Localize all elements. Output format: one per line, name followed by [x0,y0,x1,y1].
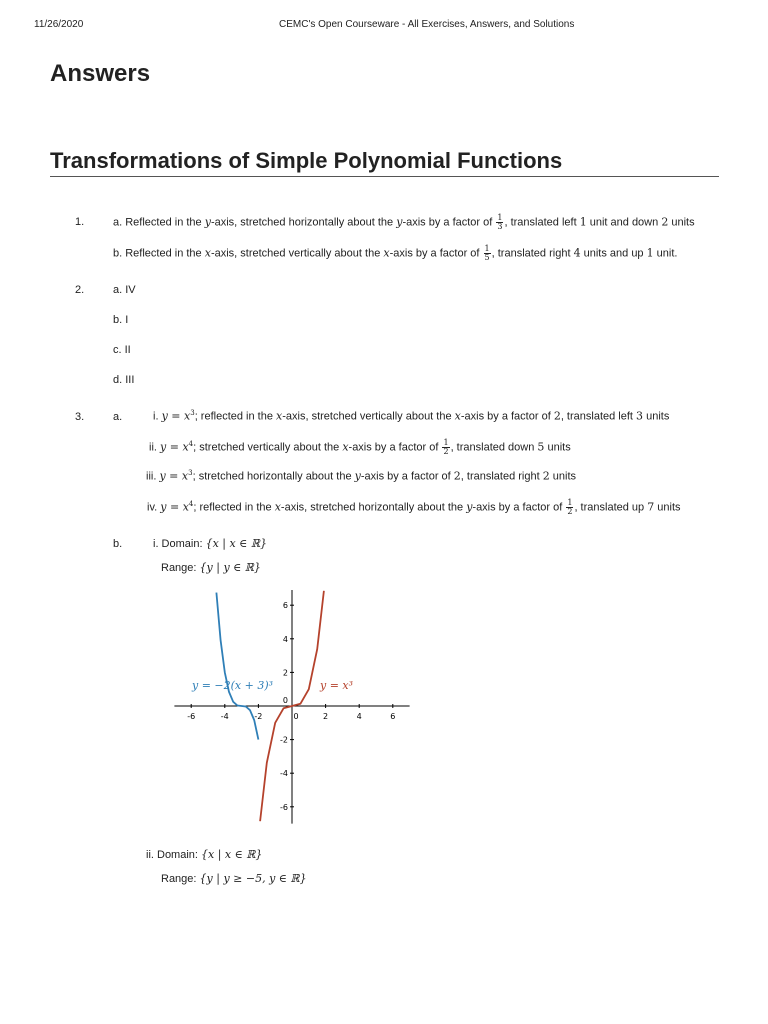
y-tick-label: -2 [280,735,288,745]
x-tick-label: -6 [187,712,196,721]
question-number: 3. [75,411,85,423]
answer-3a-ii: ii. $y = x^4$; stretched vertically about the x-axis by a factor of $\frac{1}{2}$ , translated down 5 units [149,438,571,456]
answer-3b-ii-range: Range: {y | y ≥ −5, y ∈ ℝ} [161,872,307,885]
y-tick-label: 6 [282,601,288,611]
x-tick-label: 6 [390,712,396,721]
answer-1a: a. Reflected in the y-axis, stretched horizontally about the y-axis by a factor of $\frac{1}{3}$ , translated left 1 unit and down 2 units [113,213,695,231]
answer-1b: b. Reflected in the x-axis, stretched vertically about the x-axis by a factor of $\frac{1}{5}$ , translated right 4 units and up 1 unit. [113,244,678,262]
answer-3a-iv: iv. $y = x^4$; reflected in the x-axis, stretched horizontally about the y-axis by a factor of $\frac{1}{2}$ , translated up 7 units [147,498,681,516]
y-tick-label: 4 [282,634,288,644]
x-tick-label: 4 [356,712,362,721]
x-tick-label: 0 [293,712,299,721]
section-title: Transformations of Simple Polynomial Functions [50,148,563,173]
question-number: 1. [75,216,85,228]
section-divider [50,176,719,177]
header-date: 11/26/2020 [34,19,84,30]
answer-3a-iii: iii. $y = x^3$; stretched horizontally about the y-axis by a factor of 2, translated right 2 units [146,469,577,483]
series-label-0: y = −2(x + 3)³ [192,679,274,692]
answer-3b-i-range: Range: {y | y ∈ ℝ} [161,561,261,574]
y-tick-label: -6 [280,802,288,812]
answer-3b-i-domain: i. Domain: {x | x ∈ ℝ} [153,537,267,550]
answer-2c: c. II [113,344,131,356]
answer-2b: b. I [113,314,129,326]
answer-2d: d. III [113,374,135,386]
x-tick-label: 2 [323,712,329,721]
x-tick-label: -2 [254,712,263,721]
origin-label: 0 [282,696,288,705]
question-number: 2. [75,284,85,296]
answer-3a-i: i. $y = x^3$; reflected in the x-axis, stretched vertically about the x-axis by a factor of 2, translated left 3 units [153,409,670,423]
y-tick-label: 2 [282,668,288,678]
answer-3b-ii-domain: ii. Domain: {x | x ∈ ℝ} [146,848,263,861]
y-tick-label: -4 [280,769,288,779]
page-title: Answers [50,60,151,87]
x-tick-label: -4 [220,712,229,721]
series-label-1: y = x³ [320,679,354,692]
answer-3a-label: a. [113,411,123,423]
header-title: CEMC's Open Courseware - All Exercises, Answers, and Solutions [279,19,575,30]
answer-3b-label: b. [113,538,123,550]
function-graph [172,590,412,825]
answer-2a: a. IV [113,284,136,296]
